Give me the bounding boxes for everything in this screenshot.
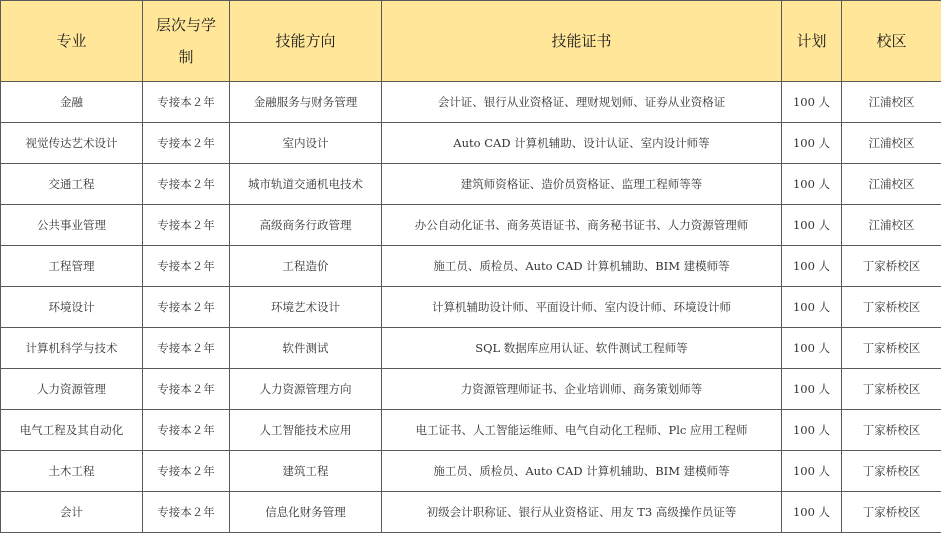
cell-major: 公共事业管理 xyxy=(1,205,143,246)
cell-level: 专接本２年 xyxy=(143,451,230,492)
cell-major: 视觉传达艺术设计 xyxy=(1,123,143,164)
cell-campus: 江浦校区 xyxy=(842,164,941,205)
table-row xyxy=(1,164,941,205)
cell-campus: 江浦校区 xyxy=(842,123,941,164)
table-row xyxy=(1,246,941,287)
cell-direction: 高级商务行政管理 xyxy=(230,205,382,246)
cell-certificates: 计算机辅助设计师、平面设计师、室内设计师、环境设计师 xyxy=(382,287,782,328)
cell-plan: 100 人 xyxy=(782,451,842,492)
cell-certificates: 办公自动化证书、商务英语证书、商务秘书证书、人力资源管理师 xyxy=(382,205,782,246)
cell-level: 专接本２年 xyxy=(143,328,230,369)
header-major: 专业 xyxy=(1,1,143,82)
cell-certificates: SQL 数据库应用认证、软件测试工程师等 xyxy=(382,328,782,369)
cell-certificates: 会计证、银行从业资格证、理财规划师、证券从业资格证 xyxy=(382,82,782,123)
cell-plan: 100 人 xyxy=(782,492,842,533)
cell-certificates: 电工证书、人工智能运维师、电气自动化工程师、Plc 应用工程师 xyxy=(382,410,782,451)
header-row xyxy=(1,1,941,82)
cell-major: 土木工程 xyxy=(1,451,143,492)
cell-campus: 丁家桥校区 xyxy=(842,451,941,492)
cell-major: 电气工程及其自动化 xyxy=(1,410,143,451)
cell-level: 专接本２年 xyxy=(143,164,230,205)
cell-direction: 建筑工程 xyxy=(230,451,382,492)
cell-certificates: Auto CAD 计算机辅助、设计认证、室内设计师等 xyxy=(382,123,782,164)
cell-campus: 丁家桥校区 xyxy=(842,492,941,533)
cell-major: 计算机科学与技术 xyxy=(1,328,143,369)
cell-direction: 工程造价 xyxy=(230,246,382,287)
cell-level: 专接本２年 xyxy=(143,205,230,246)
cell-plan: 100 人 xyxy=(782,328,842,369)
header-skill-direction: 技能方向 xyxy=(230,1,382,82)
cell-plan: 100 人 xyxy=(782,205,842,246)
cell-campus: 江浦校区 xyxy=(842,82,941,123)
cell-major: 人力资源管理 xyxy=(1,369,143,410)
header-level: 层次与学制 xyxy=(143,1,230,82)
header-campus: 校区 xyxy=(842,1,941,82)
cell-plan: 100 人 xyxy=(782,410,842,451)
table-row xyxy=(1,369,941,410)
cell-level: 专接本２年 xyxy=(143,123,230,164)
table-row xyxy=(1,451,941,492)
table-body xyxy=(1,82,941,533)
cell-plan: 100 人 xyxy=(782,164,842,205)
table-row xyxy=(1,287,941,328)
cell-campus: 江浦校区 xyxy=(842,205,941,246)
cell-level: 专接本２年 xyxy=(143,492,230,533)
cell-level: 专接本２年 xyxy=(143,410,230,451)
cell-direction: 人力资源管理方向 xyxy=(230,369,382,410)
cell-campus: 丁家桥校区 xyxy=(842,246,941,287)
cell-major: 环境设计 xyxy=(1,287,143,328)
cell-major: 会计 xyxy=(1,492,143,533)
cell-certificates: 初级会计职称证、银行从业资格证、用友 T3 高级操作员证等 xyxy=(382,492,782,533)
cell-direction: 环境艺术设计 xyxy=(230,287,382,328)
cell-major: 交通工程 xyxy=(1,164,143,205)
cell-level: 专接本２年 xyxy=(143,246,230,287)
cell-level: 专接本２年 xyxy=(143,82,230,123)
cell-campus: 丁家桥校区 xyxy=(842,410,941,451)
cell-direction: 软件测试 xyxy=(230,328,382,369)
cell-certificates: 施工员、质检员、Auto CAD 计算机辅助、BIM 建模师等 xyxy=(382,246,782,287)
cell-campus: 丁家桥校区 xyxy=(842,369,941,410)
cell-direction: 城市轨道交通机电技术 xyxy=(230,164,382,205)
cell-major: 金融 xyxy=(1,82,143,123)
cell-plan: 100 人 xyxy=(782,287,842,328)
cell-level: 专接本２年 xyxy=(143,369,230,410)
cell-campus: 丁家桥校区 xyxy=(842,328,941,369)
table-row xyxy=(1,123,941,164)
cell-major: 工程管理 xyxy=(1,246,143,287)
table-row xyxy=(1,328,941,369)
cell-plan: 100 人 xyxy=(782,369,842,410)
cell-direction: 信息化财务管理 xyxy=(230,492,382,533)
cell-plan: 100 人 xyxy=(782,246,842,287)
table-row xyxy=(1,205,941,246)
table-row xyxy=(1,410,941,451)
table-row xyxy=(1,492,941,533)
cell-certificates: 施工员、质检员、Auto CAD 计算机辅助、BIM 建模师等 xyxy=(382,451,782,492)
cell-certificates: 建筑师资格证、造价员资格证、监理工程师等等 xyxy=(382,164,782,205)
cell-direction: 人工智能技术应用 xyxy=(230,410,382,451)
cell-direction: 金融服务与财务管理 xyxy=(230,82,382,123)
header-certificates: 技能证书 xyxy=(382,1,782,82)
header-plan: 计划 xyxy=(782,1,842,82)
table-row xyxy=(1,82,941,123)
table-header xyxy=(1,1,941,82)
cell-certificates: 力资源管理师证书、企业培训师、商务策划师等 xyxy=(382,369,782,410)
cell-plan: 100 人 xyxy=(782,123,842,164)
cell-level: 专接本２年 xyxy=(143,287,230,328)
cell-plan: 100 人 xyxy=(782,82,842,123)
cell-campus: 丁家桥校区 xyxy=(842,287,941,328)
cell-direction: 室内设计 xyxy=(230,123,382,164)
